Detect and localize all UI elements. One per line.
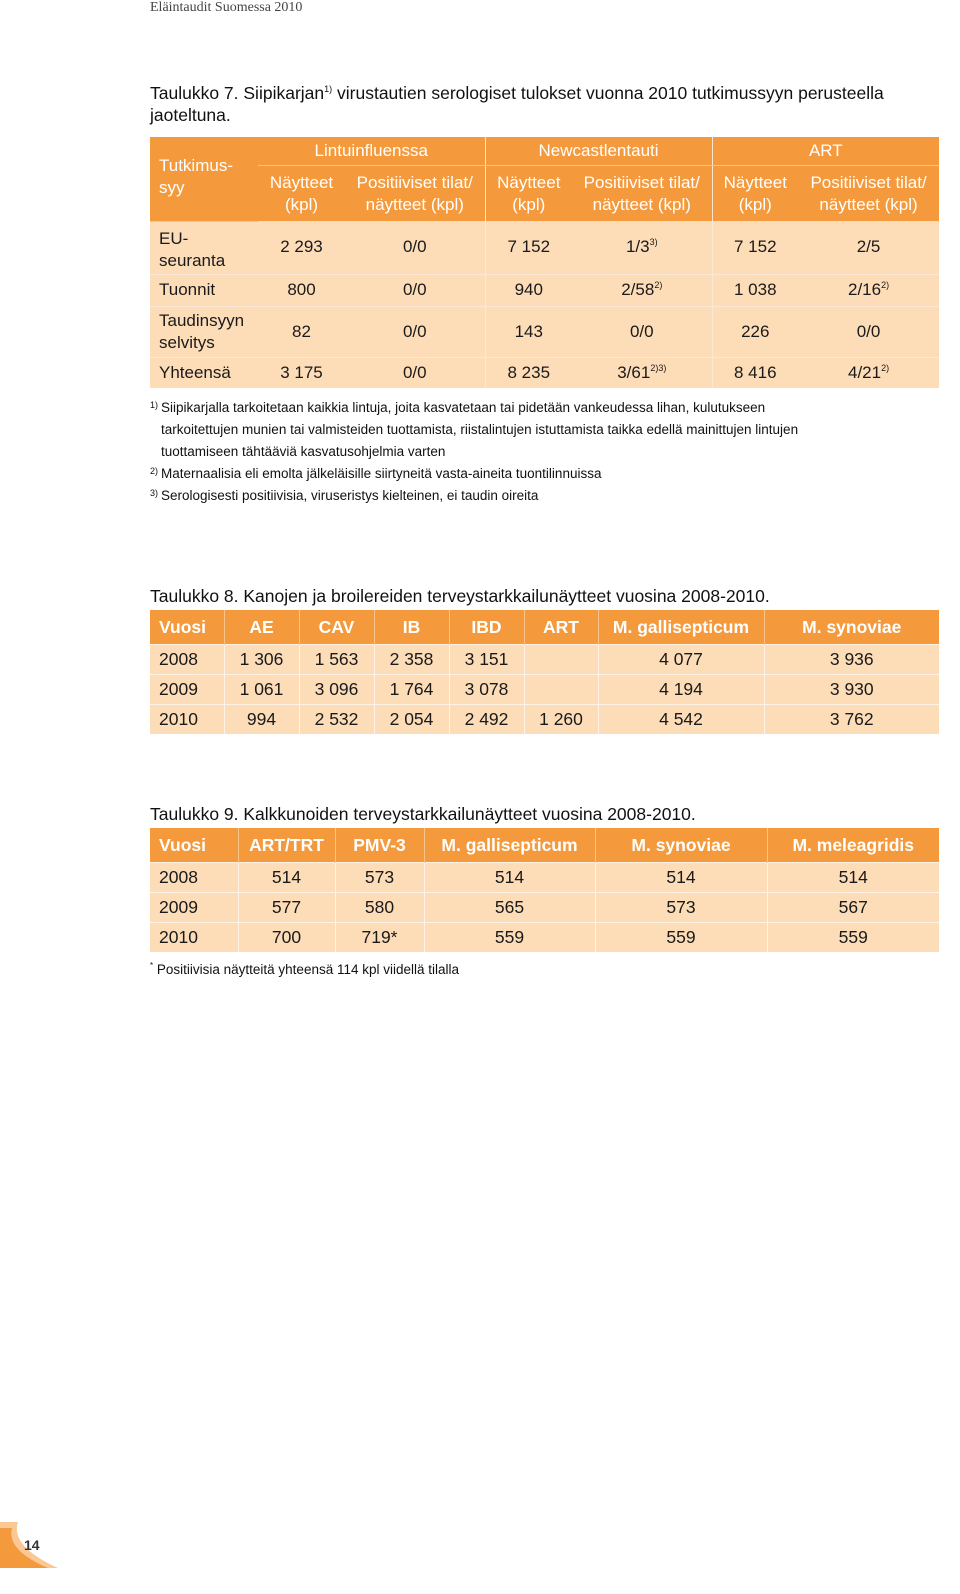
table-cell	[258, 221, 345, 274]
table-cell: 559	[595, 923, 767, 953]
table-cell	[485, 274, 572, 306]
row-label: Tuonnit	[150, 274, 258, 306]
cell-value: 3/61	[617, 362, 651, 382]
table-cell: 3 930	[764, 675, 939, 705]
table-cell: 514	[595, 863, 767, 893]
table-row	[150, 221, 939, 274]
cell-value: 226	[741, 321, 770, 341]
table-row	[150, 675, 939, 705]
table-cell: 580	[335, 893, 424, 923]
table-cell: 3 078	[449, 675, 524, 705]
table-cell: 2010	[150, 923, 238, 953]
table-cell: 559	[767, 923, 939, 953]
cell-value: 2 293	[280, 237, 323, 257]
table8-caption: Taulukko 8. Kanojen ja broilereiden terveystarkkailunäytteet vuosina 2008-2010.	[150, 586, 770, 606]
column-header: Vuosi	[150, 610, 224, 645]
cell-value: 0/0	[402, 321, 427, 341]
table-cell: 4 077	[598, 645, 764, 675]
table-row	[150, 863, 939, 893]
table9-footnote: * Positiivisia näytteitä yhteensä 114 kpl viidellä tilalla	[150, 961, 460, 977]
cell-footnote-mark: 2)	[881, 362, 890, 373]
cell-value: 7 152	[734, 237, 777, 257]
cell-footnote-mark: 2)	[881, 280, 890, 290]
table7-notes	[150, 397, 940, 507]
table-cell	[485, 357, 572, 388]
cell-value: 143	[514, 321, 543, 341]
table-cell: 565	[424, 893, 595, 923]
table-cell: 2008	[150, 645, 224, 675]
table-cell: 2 358	[374, 645, 449, 675]
table-row	[150, 274, 939, 306]
page-number: 14	[24, 1537, 40, 1553]
table-row	[150, 645, 939, 675]
table-cell: 3 936	[764, 645, 939, 675]
table-cell: 2 532	[299, 705, 374, 735]
table-cell	[524, 645, 598, 675]
group-header: Lintuinfluenssa	[258, 137, 485, 166]
cell-value: 2/58	[621, 280, 655, 299]
table-cell: 1 563	[299, 645, 374, 675]
footnote-mark: 3)	[150, 488, 159, 498]
table-cell: 3 762	[764, 705, 939, 735]
footnote-mark: 1)	[150, 400, 159, 410]
cell-value: 8 235	[507, 362, 551, 382]
table-row	[150, 357, 939, 388]
row-label: EU- seuranta	[150, 221, 258, 274]
cell-value: 1/3	[625, 237, 650, 257]
table-cell: 1 306	[224, 645, 299, 675]
table-cell	[258, 357, 345, 388]
cell-footnote-mark: 2)	[654, 280, 663, 290]
table-cell: 2010	[150, 705, 224, 735]
column-header: IB	[374, 610, 449, 645]
cell-value: 7 152	[507, 237, 551, 257]
column-header: CAV	[299, 610, 374, 645]
table-cell	[712, 221, 798, 274]
column-header: ART	[524, 610, 598, 645]
table-cell: 573	[595, 893, 767, 923]
footnote-text: Serologisesti positiivisia, viruseristys kielteinen, ei taudin oireita	[161, 488, 539, 503]
table-cell	[572, 221, 712, 274]
table-cell	[485, 306, 572, 357]
table-cell: 700	[238, 923, 335, 953]
table-cell: 2008	[150, 863, 238, 893]
column-header: PMV-3	[335, 828, 424, 863]
header-row	[150, 828, 939, 863]
cell-value: 8 416	[734, 362, 777, 382]
table-cell: 719*	[335, 923, 424, 953]
cell-value: 0/0	[629, 321, 654, 341]
cell-value: 0/0	[402, 362, 427, 382]
subheader-positive: Positiiviset tilat/ näytteet (kpl)	[810, 172, 927, 214]
table8	[150, 610, 939, 734]
group-header: ART	[712, 137, 939, 166]
table9	[150, 828, 939, 952]
cell-value: 0/0	[402, 237, 427, 257]
header-row	[150, 610, 939, 645]
cell-value: 0/0	[856, 321, 881, 341]
table-row	[150, 923, 939, 953]
footnote	[150, 485, 940, 507]
table-cell: 1 061	[224, 675, 299, 705]
table-cell	[712, 357, 798, 388]
table-row	[150, 705, 939, 735]
cell-value: 4/21	[847, 362, 882, 382]
table-cell	[712, 274, 798, 306]
column-header: M. synoviae	[595, 828, 767, 863]
table-row	[150, 893, 939, 923]
column-header: M. synoviae	[764, 610, 939, 645]
group-header: Newcastlentauti	[485, 137, 712, 166]
column-header: IBD	[449, 610, 524, 645]
footnote	[150, 463, 940, 485]
footnote	[150, 397, 811, 463]
table-cell	[485, 221, 572, 274]
table-cell	[798, 221, 939, 274]
table-cell: 2 054	[374, 705, 449, 735]
table-cell: 1 260	[524, 705, 598, 735]
table-row	[150, 306, 939, 357]
column-header: AE	[224, 610, 299, 645]
cell-value: 0/0	[402, 280, 427, 299]
table-cell: 573	[335, 863, 424, 893]
table7-corner-header: Tutkimus- syy	[150, 137, 258, 221]
table-cell	[258, 274, 345, 306]
table-cell	[345, 306, 485, 357]
table-cell	[258, 306, 345, 357]
cell-value: 3 175	[280, 362, 323, 382]
table-cell	[798, 306, 939, 357]
table-cell: 4 194	[598, 675, 764, 705]
table-cell	[798, 274, 939, 306]
cell-value: 82	[292, 321, 311, 341]
table-cell	[345, 357, 485, 388]
table-cell	[798, 357, 939, 388]
table7-caption: Taulukko 7. Siipikarjan$^{1)}$ virustautien serologiset tulokset vuonna 2010 tutkimussyyn perusteella jaoteltuna.	[150, 83, 884, 125]
table-cell	[345, 221, 485, 274]
cell-value: 2/16	[847, 280, 882, 299]
table-cell: 1 764	[374, 675, 449, 705]
table-cell	[345, 274, 485, 306]
running-header: Eläintaudit Suomessa 2010	[150, 0, 303, 15]
table7	[150, 137, 939, 388]
table-cell: 514	[238, 863, 335, 893]
table-cell: 2009	[150, 893, 238, 923]
footnote-text: Maternaalisia eli emolta jälkeläisille siirtyneitä vasta-aineita tuontilinnuissa	[161, 466, 602, 481]
row-label: Taudinsyyn selvitys	[150, 306, 258, 357]
subheader-samples: Näytteet (kpl)	[269, 172, 334, 214]
cell-value: 1 038	[734, 280, 777, 299]
table-cell: 514	[767, 863, 939, 893]
table-cell	[572, 357, 712, 388]
footnote-mark: 2)	[150, 466, 159, 476]
column-header: M. gallisepticum	[598, 610, 764, 645]
table-cell: 514	[424, 863, 595, 893]
table-cell: 4 542	[598, 705, 764, 735]
cell-value: 2/5	[856, 237, 881, 257]
table-cell: 994	[224, 705, 299, 735]
footnote-text: Siipikarjalla tarkoitetaan kaikkia lintuja, joita kasvatetaan tai pidetään vankeudessa lihan, kulutukseen tarkoitettujen munien tai valmisteiden tuottamista, riistalintujen istuttamista taikka edellä mainittujen lintujen tuottamiseen tähtääviä kasvatusohjelmia varten	[161, 400, 799, 459]
table-cell: 567	[767, 893, 939, 923]
column-header: M. meleagridis	[767, 828, 939, 863]
table9-caption: Taulukko 9. Kalkkunoiden terveystarkkailunäytteet vuosina 2008-2010.	[150, 804, 696, 824]
table-cell	[572, 306, 712, 357]
subheader-positive: Positiiviset tilat/ näytteet (kpl)	[583, 172, 700, 214]
column-header: ART/TRT	[238, 828, 335, 863]
table-cell: 3 151	[449, 645, 524, 675]
table-cell: 3 096	[299, 675, 374, 705]
table-cell	[572, 274, 712, 306]
table-cell: 559	[424, 923, 595, 953]
subheader-positive: Positiiviset tilat/ näytteet (kpl)	[356, 172, 473, 214]
table-cell	[524, 675, 598, 705]
subheader-samples: Näytteet (kpl)	[712, 166, 798, 222]
column-header: Vuosi	[150, 828, 238, 863]
cell-value: 800	[287, 280, 316, 299]
row-label: Yhteensä	[150, 357, 258, 388]
cell-value: 940	[514, 280, 543, 299]
cell-footnote-mark: 3)	[649, 237, 658, 248]
table-cell: 577	[238, 893, 335, 923]
cell-footnote-mark: 2)3)	[650, 362, 667, 373]
table-cell: 2009	[150, 675, 224, 705]
table-cell	[712, 306, 798, 357]
subheader-samples: Näytteet (kpl)	[485, 166, 572, 222]
table-cell: 2 492	[449, 705, 524, 735]
column-header: M. gallisepticum	[424, 828, 595, 863]
